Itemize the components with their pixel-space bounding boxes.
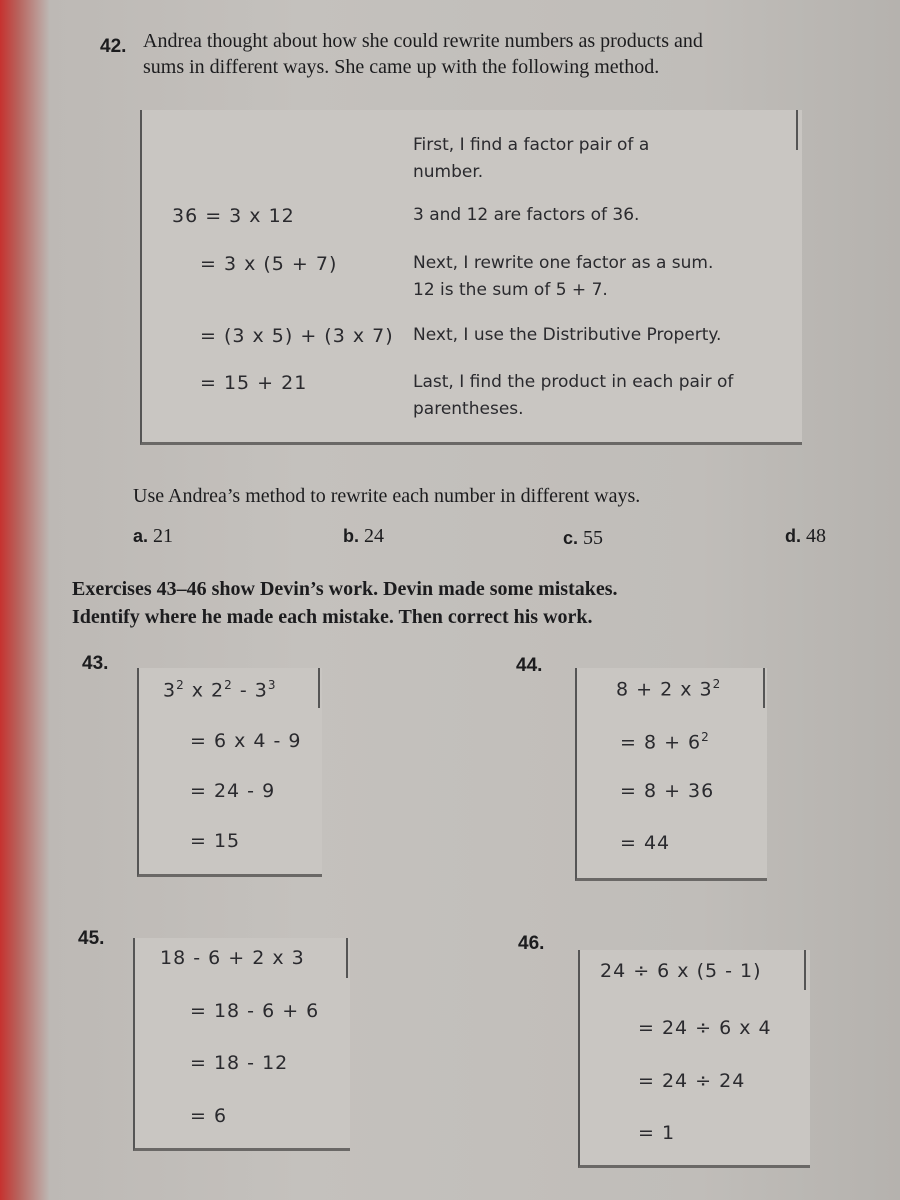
part-d-value: 48 — [806, 525, 826, 547]
step5-text-line2: parentheses. — [413, 399, 524, 419]
question-number-44: 44. — [516, 655, 543, 676]
part-c-value: 55 — [583, 527, 604, 549]
q43-line-0: $3^2$ x $2^2 - 3^3$ — [163, 678, 277, 702]
q42-instruction: Use Andrea’s method to rewrite each number in different ways. — [133, 485, 641, 507]
q43-line-1: = 6 x 4 - 9 — [190, 730, 302, 752]
step3-text-line2: 12 is the sum of 5 + 7. — [413, 280, 608, 300]
step4-math: = (3 x 5) + (3 x 7) — [200, 325, 394, 347]
q44-line-2: = 8 + 36 — [620, 780, 715, 802]
question-number-43: 43. — [82, 653, 109, 674]
step1-text-line2: number. — [413, 162, 484, 182]
part-b-value: 24 — [364, 525, 384, 547]
q46-box — [578, 950, 810, 1168]
q45-line-3: = 6 — [190, 1105, 228, 1127]
exercises-intro-line2: Identify where he made each mistake. Then correct his work. — [72, 606, 593, 628]
step2-text: 3 and 12 are factors of 36. — [413, 205, 640, 225]
part-b-label: b. — [343, 526, 359, 546]
step5-text-line1: Last, I find the product in each pair of — [413, 372, 734, 392]
step5-math: = 15 + 21 — [200, 372, 308, 394]
question-number-46: 46. — [518, 933, 545, 954]
q46-line-1: = 24 ÷ 6 x 4 — [638, 1017, 772, 1039]
step2-math: 36 = 3 x 12 — [172, 205, 295, 227]
q45-box — [133, 938, 350, 1151]
part-a-label: a. — [133, 526, 149, 546]
question-number-42: 42. — [100, 36, 127, 57]
q44-line-1: = $8 + 6^2$ — [620, 730, 710, 754]
q45-line-1: = 18 - 6 + 6 — [190, 1000, 320, 1022]
q45-box-edge — [346, 938, 348, 978]
part-c — [563, 527, 603, 550]
part-c-label: c. — [563, 528, 579, 548]
q43-box-edge — [318, 668, 320, 708]
q44-line-0: 8 + 2 x $3^2$ — [616, 677, 722, 701]
q43-line-3: = 15 — [190, 830, 241, 852]
q43-line-2: = 24 - 9 — [190, 780, 276, 802]
box-edge — [796, 110, 798, 150]
step4-text: Next, I use the Distributive Property. — [413, 325, 722, 345]
q45-line-0: 18 - 6 + 2 x 3 — [160, 947, 305, 969]
step3-math: = 3 x (5 + 7) — [200, 253, 338, 275]
q46-line-0: 24 ÷ 6 x (5 - 1) — [600, 960, 762, 982]
q42-text-line1: Andrea thought about how she could rewrite numbers as products and — [143, 30, 703, 52]
part-b — [343, 525, 384, 548]
q44-box-edge — [763, 668, 765, 708]
question-number-45: 45. — [78, 928, 105, 949]
q46-line-3: = 1 — [638, 1122, 676, 1144]
part-d-label: d. — [785, 526, 801, 546]
q44-line-3: = 44 — [620, 832, 671, 854]
part-a-value: 21 — [153, 525, 174, 547]
q42-text-line2: sums in different ways. She came up with the following method. — [143, 56, 660, 78]
q46-box-edge — [804, 950, 806, 990]
q46-line-2: = 24 ÷ 24 — [638, 1070, 746, 1092]
andrea-method-box — [140, 110, 802, 445]
part-d — [785, 525, 826, 548]
step1-text-line1: First, I find a factor pair of a — [413, 135, 650, 155]
step3-text-line1: Next, I rewrite one factor as a sum. — [413, 253, 714, 273]
part-a — [133, 525, 173, 548]
q45-line-2: = 18 - 12 — [190, 1052, 289, 1074]
exercises-intro-line1: Exercises 43–46 show Devin’s work. Devin made some mistakes. — [72, 578, 618, 600]
